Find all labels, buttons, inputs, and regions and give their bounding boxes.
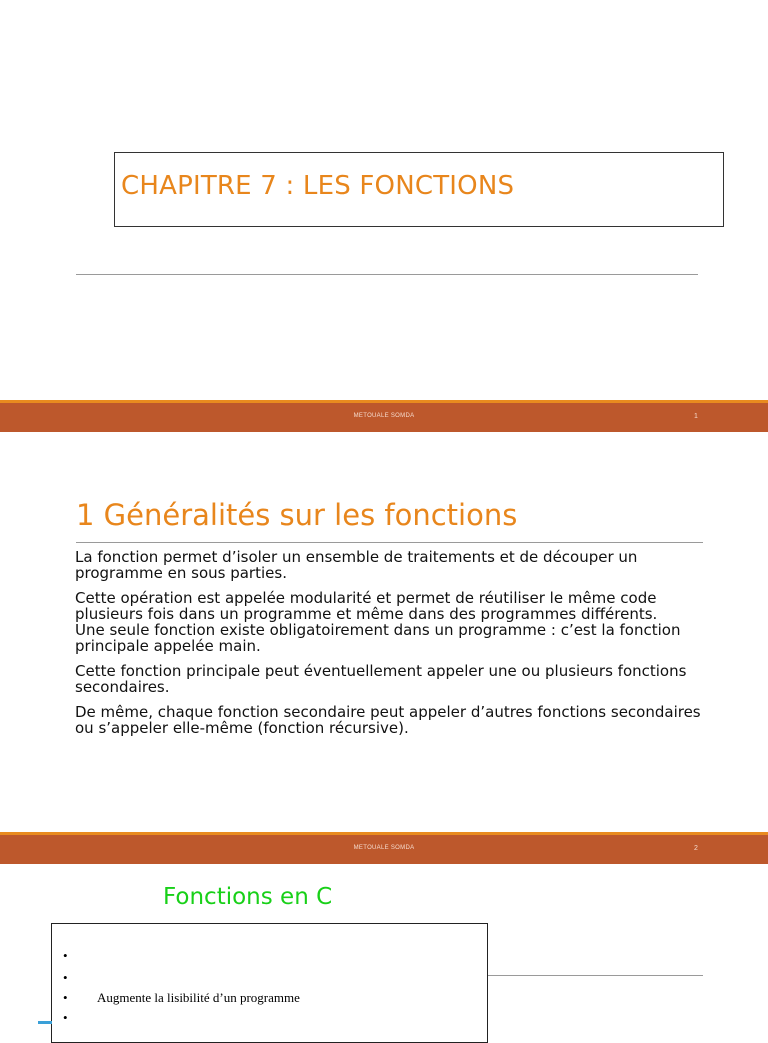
- section-body: [75, 549, 703, 745]
- slide-3-divider: [488, 975, 703, 976]
- paragraph: Cette fonction principale peut éventuellement appeler une ou plusieurs fonctions secondaires.: [75, 662, 687, 696]
- section-title: 1 Généralités sur les fonctions: [76, 498, 518, 532]
- footer-author: METOUALE SOMDA: [353, 845, 415, 851]
- chapter-title-box: [114, 152, 724, 227]
- paragraph: Cette opération est appelée modularité et permet de réutiliser le même code plusieurs fois dans un programme et même dans des programmes différents.: [75, 589, 658, 623]
- bullet-dot-icon: •: [63, 970, 68, 985]
- footer-page-number: 1: [694, 413, 698, 420]
- bullet-dot-icon: •: [63, 990, 68, 1005]
- paragraph: De même, chaque fonction secondaire peut appeler d’autres fonctions secondaires ou s’appeler elle-même (fonction récursive).: [75, 703, 701, 737]
- slide-1: [0, 0, 768, 400]
- chapter-title: CHAPITRE 7 : LES FONCTIONS: [121, 171, 515, 201]
- footer-page-number: 2: [694, 845, 698, 852]
- bullet-dot-icon: •: [63, 1010, 68, 1025]
- slide-2-footer: [0, 832, 768, 864]
- bullet-list-box: • • • Augmente la lisibilité d’un programme •: [51, 923, 488, 1043]
- footer-author: METOUALE SOMDA: [353, 413, 415, 419]
- slide-3: [0, 864, 768, 1024]
- paragraph: Une seule fonction existe obligatoirement dans un programme : c’est la fonction principale appelée main.: [75, 621, 681, 655]
- slide-3-title: Fonctions en C: [163, 884, 333, 910]
- section-divider: [76, 542, 703, 543]
- slide-1-footer: [0, 400, 768, 432]
- title-divider: [76, 274, 698, 275]
- paragraph: La fonction permet d’isoler un ensemble de traitements et de découper un programme en sous parties.: [75, 548, 638, 582]
- bullet-dot-icon: •: [63, 948, 68, 963]
- slide-2: [0, 432, 768, 832]
